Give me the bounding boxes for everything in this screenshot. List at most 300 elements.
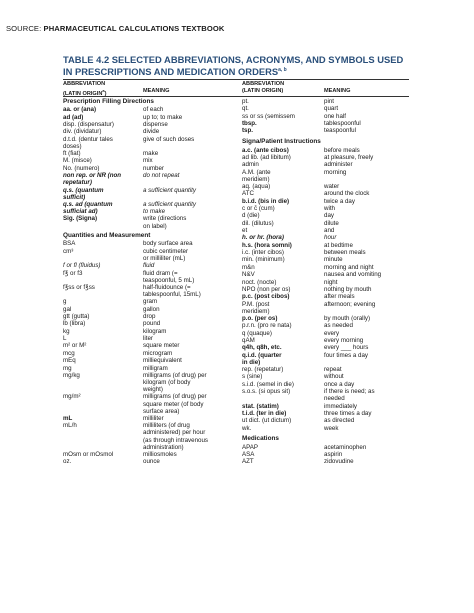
abbreviation-text: rep. (repetatur) [242, 366, 284, 374]
abbreviation-cell [242, 279, 276, 286]
meaning-text: up to; to make [143, 113, 183, 121]
abbreviation-cell [63, 150, 81, 157]
abbreviation-cell [63, 422, 77, 429]
meaning-cell [143, 298, 157, 305]
abbreviation-cell [63, 165, 99, 172]
abbreviation-text: L [63, 335, 67, 343]
meaning-text: number [143, 164, 164, 172]
abbreviation-cell [63, 365, 72, 372]
meaning-cell [324, 315, 370, 322]
section-title: Prescription Filling Directions [63, 98, 154, 105]
meaning-text: water [324, 182, 340, 190]
meaning-text: afternoon; evening [324, 300, 376, 308]
abbreviation-text: m² or M² [63, 342, 87, 350]
abbreviation-cell [242, 183, 270, 190]
abbreviation-cell [242, 315, 277, 322]
abbreviation-text: oz. [63, 457, 72, 465]
abbreviation-cell [63, 201, 113, 215]
abbreviation-text: p.o. (per os) [242, 314, 278, 322]
abbreviation-cell [242, 205, 275, 212]
abbreviation-text: h. or hr. (hora) [242, 234, 284, 242]
meaning-text: as needed [324, 322, 353, 330]
meaning-cell [324, 293, 355, 300]
meaning-cell [324, 388, 375, 402]
meaning-cell [324, 234, 336, 241]
meaning-text: write (directions [143, 215, 187, 223]
meaning-text: milligrams (of drug) per [143, 371, 207, 379]
source-text: PHARMACEUTICAL CALCULATIONS TEXTBOOK [43, 24, 225, 33]
meaning-cell [324, 458, 354, 465]
meaning-text: teaspoonful [324, 127, 356, 135]
abbreviation-text: s.i.d. (semel in die) [242, 380, 294, 388]
abbreviation-cell [63, 328, 70, 335]
abbreviation-text: g [63, 298, 67, 306]
meaning-cell [143, 393, 207, 415]
abbreviation-cell [63, 306, 71, 313]
meaning-text: as directed [324, 417, 355, 425]
abbreviation-cell [63, 284, 95, 291]
abbreviation-text: No. (numero) [63, 164, 100, 172]
header-rule [63, 96, 409, 97]
meaning-cell [324, 220, 339, 227]
table-title [63, 54, 413, 77]
abbreviation-cell [242, 403, 279, 410]
source-prefix: SOURCE: [6, 24, 42, 33]
table-title-sup: a, b [278, 67, 287, 73]
meaning-text: kilogram (of body [143, 379, 191, 387]
meaning-text: of each [143, 106, 164, 114]
meaning-cell [143, 451, 177, 458]
meaning-text: on label) [143, 222, 167, 230]
meaning-text: gram [143, 298, 158, 306]
abbreviation-cell [63, 248, 73, 255]
abbreviation-text: mg [63, 364, 72, 372]
meaning-cell [324, 344, 368, 351]
meaning-cell [324, 183, 339, 190]
abbreviation-cell [242, 242, 292, 249]
abbreviation-text: qt. [242, 105, 249, 113]
abbreviation-cell [242, 301, 270, 315]
meaning-cell [143, 342, 179, 349]
meaning-text: milliliters (of drug [143, 422, 190, 430]
meaning-cell [324, 198, 355, 205]
meaning-cell [324, 410, 371, 417]
abbreviation-text: aq. (aqua) [242, 182, 271, 190]
abbreviation-cell [242, 161, 259, 168]
meaning-text: before meals [324, 146, 360, 154]
meaning-text: weight) [143, 386, 163, 394]
meaning-cell [143, 350, 172, 357]
abbreviation-cell [242, 256, 285, 263]
meaning-text: fluid [143, 262, 155, 270]
meaning-cell [143, 270, 194, 284]
abbreviation-cell [63, 270, 82, 277]
source-line [6, 24, 224, 33]
meaning-cell [143, 215, 186, 229]
meaning-text: drop [143, 313, 156, 321]
abbreviation-text: cm³ [63, 247, 74, 255]
meaning-cell [324, 256, 343, 263]
abbreviation-cell [242, 264, 255, 271]
abbreviation-text: b.i.d. (bis in die) [242, 197, 290, 205]
abbreviation-text: BSA [63, 240, 76, 248]
abbreviation-text: mL/h [63, 422, 77, 430]
meaning-text: day [324, 212, 334, 220]
meaning-text: fluid dram (= [143, 269, 178, 277]
meaning-text: at pleasure, freely [324, 153, 374, 161]
abbreviation-cell [63, 298, 66, 305]
meaning-text: gallon [143, 305, 160, 313]
abbreviation-cell [242, 352, 282, 366]
abbreviation-text: tsp. [242, 127, 254, 135]
abbreviation-cell [63, 172, 121, 186]
table-title-line1: TABLE 4.2 SELECTED ABBREVIATIONS, ACRONYMS, AND SYMBOLS USED [63, 54, 404, 65]
meaning-cell [324, 127, 356, 134]
meaning-cell [143, 335, 153, 342]
abbreviation-cell [242, 154, 291, 161]
meaning-text: administer [324, 161, 353, 169]
meaning-cell [324, 301, 375, 308]
header-abbrev-left-text: ABBREVIATION [63, 81, 106, 87]
abbreviation-cell [63, 128, 101, 135]
abbreviation-cell [242, 249, 284, 256]
abbreviation-text: p.c. (post cibos) [242, 293, 290, 301]
abbreviation-cell [63, 320, 85, 327]
meaning-text: week [324, 424, 339, 432]
abbreviation-text: q.s. ad (quantum [63, 200, 113, 208]
abbreviation-text: gal [63, 305, 72, 313]
abbreviation-cell [242, 98, 249, 105]
header-origin-sup: a [102, 87, 105, 93]
meaning-text: dispense [143, 120, 168, 128]
meaning-text: with [324, 205, 336, 212]
abbreviation-text: ut dict. (ut dictum) [242, 417, 292, 425]
meaning-text: ounce [143, 457, 160, 465]
meaning-text: one half [324, 112, 347, 120]
abbreviation-text: mg/kg [63, 371, 80, 379]
meaning-cell [324, 190, 369, 197]
section-title: Signa/Patient Instructions [242, 138, 321, 146]
abbreviation-cell [63, 106, 96, 113]
meaning-cell [143, 201, 196, 215]
abbreviation-text: ft (fiat) [63, 150, 81, 158]
meaning-text: and [324, 227, 335, 235]
meaning-cell [324, 381, 354, 388]
abbreviation-cell [242, 381, 294, 388]
meaning-cell [324, 286, 371, 293]
abbreviation-text: P.M. (post [242, 300, 270, 308]
abbreviation-cell [242, 271, 255, 278]
abbreviation-cell [63, 372, 80, 379]
abbreviation-cell [63, 114, 83, 121]
meaning-cell [324, 147, 360, 154]
abbreviation-text: a.c. (ante cibos) [242, 146, 289, 154]
meaning-cell [324, 242, 353, 249]
abbreviation-text: s (sine) [242, 373, 263, 381]
meaning-text: tablespoonful [324, 120, 361, 128]
header-meaning-right: MEANING [324, 88, 351, 94]
abbreviation-text: kg [63, 327, 70, 335]
meaning-text: immediately [324, 402, 358, 410]
abbreviation-text: s.o.s. (si opus sit) [242, 388, 291, 396]
meaning-text: every ___ hours [324, 344, 369, 352]
meaning-cell [143, 415, 164, 422]
abbreviation-text: meridiem) [242, 307, 270, 315]
meaning-text: needed [324, 395, 345, 403]
abbreviation-cell [63, 313, 89, 320]
meaning-text: between meals [324, 249, 366, 257]
abbreviation-text: mL [63, 414, 73, 422]
abbreviation-cell [63, 357, 76, 364]
abbreviation-cell [63, 215, 97, 222]
meaning-text: milliequivalent [143, 357, 182, 365]
meaning-cell [324, 154, 373, 161]
meaning-text: square meter [143, 342, 180, 350]
meaning-text: milligrams (of drug) per [143, 393, 207, 401]
meaning-text: give of such doses [143, 135, 195, 143]
abbreviation-text: wk. [242, 424, 252, 432]
header-abbrev-left: ABBREVIATION (LATIN ORIGIN$^a$) [63, 81, 107, 97]
meaning-text: microgram [143, 349, 173, 357]
abbreviation-text: ss or ss (semissem [242, 112, 295, 120]
abbreviation-cell [242, 120, 257, 127]
meaning-text: or milliliter (mL) [143, 255, 186, 262]
abbreviation-text: div. (dividatur) [63, 128, 102, 136]
meaning-text: morning [324, 168, 347, 176]
meaning-text: milliliter [143, 414, 164, 422]
meaning-text: milligram [143, 364, 168, 372]
meaning-text: quart [324, 105, 339, 113]
meaning-cell [324, 105, 338, 112]
abbreviation-cell [63, 451, 113, 458]
abbreviation-text: M. (misce) [63, 157, 92, 165]
abbreviation-cell [242, 451, 254, 458]
abbreviation-cell [63, 187, 104, 201]
table-title-line2: IN PRESCRIPTIONS AND MEDICATION ORDERS [63, 66, 279, 78]
abbreviation-text: d.t.d. (dentur tales [63, 135, 113, 143]
abbreviation-cell [242, 169, 271, 183]
header-meaning-left: MEANING [143, 88, 170, 94]
meaning-cell [324, 425, 338, 432]
abbreviation-cell [63, 136, 113, 150]
abbreviation-text: dil. (dilutus) [242, 219, 274, 227]
meaning-cell [143, 187, 196, 194]
meaning-text: by mouth (orally) [324, 314, 371, 322]
meaning-text: make [143, 150, 159, 158]
abbreviation-cell [63, 335, 66, 342]
abbreviation-text: in die) [242, 358, 261, 366]
meaning-text: dilute [324, 219, 339, 227]
header-origin-left: (LATIN ORIGIN [63, 90, 103, 97]
meaning-cell [324, 403, 357, 410]
meaning-text: once a day [324, 380, 355, 388]
meaning-text: without [324, 373, 344, 381]
meaning-text: twice a day [324, 197, 355, 205]
meaning-text: repeat [324, 366, 342, 374]
abbreviation-cell [242, 337, 255, 344]
abbreviation-text: mEq [63, 357, 76, 365]
abbreviation-text: min. (minimum) [242, 256, 285, 264]
abbreviation-text: h.s. (hora somni) [242, 241, 292, 249]
abbreviation-cell [63, 415, 72, 422]
abbreviation-text: p.r.n. (pro re nata) [242, 322, 292, 330]
meaning-cell [324, 205, 335, 212]
meaning-text: pound [143, 320, 161, 328]
meaning-cell [143, 172, 179, 179]
abbreviation-text: qAM [242, 337, 255, 344]
header-abbrev-right-text: ABBREVIATION [242, 81, 285, 87]
abbreviation-cell [242, 322, 292, 329]
meaning-text: minute [324, 256, 343, 264]
abbreviation-text: q.i.d. (quarter [242, 351, 282, 359]
abbreviation-text: mOsm or mOsmol [63, 450, 114, 458]
meaning-text: pint [324, 98, 334, 105]
meaning-cell [143, 165, 164, 172]
abbreviation-text: doses) [63, 142, 82, 150]
abbreviation-text: pt. [242, 98, 249, 105]
meaning-text: a sufficient quantity [143, 186, 196, 194]
abbreviation-text: i.c. (inter cibos) [242, 249, 284, 257]
abbreviation-text: stat. (statim) [242, 402, 279, 410]
abbreviation-text: APAP [242, 443, 259, 451]
abbreviation-cell [242, 234, 284, 241]
abbreviation-cell [242, 344, 282, 351]
meaning-cell [324, 451, 342, 458]
meaning-cell [143, 320, 160, 327]
meaning-text: liter [143, 335, 153, 343]
meaning-cell [324, 322, 353, 329]
meaning-cell [324, 212, 334, 219]
meaning-text: do not repeat [143, 172, 180, 180]
meaning-text: half-fluidounce (= [143, 283, 191, 291]
abbreviation-cell [242, 373, 262, 380]
meaning-cell [324, 417, 354, 424]
meaning-cell [324, 249, 366, 256]
abbreviation-text: q.s. (quantum [63, 186, 104, 194]
meaning-text: teaspoonful, 5 mL) [143, 276, 195, 284]
meaning-cell [324, 337, 363, 344]
abbreviation-text: non rep. or NR (non [63, 172, 122, 180]
meaning-text: divide [143, 128, 160, 136]
abbreviation-text: noct. (nocte) [242, 278, 277, 286]
abbreviation-cell [242, 127, 253, 134]
meaning-cell [143, 121, 168, 128]
abbreviation-text: A.M. (ante [242, 168, 271, 176]
meaning-text: night [324, 278, 338, 286]
abbreviation-cell [242, 105, 249, 112]
meaning-text: if there is need; as [324, 388, 375, 396]
abbreviation-text: f℥ or f3 [63, 269, 83, 277]
meaning-cell [324, 169, 346, 176]
abbreviation-cell [242, 444, 258, 451]
abbreviation-text: gtt (gutta) [63, 313, 90, 321]
meaning-text: nausea and vomiting [324, 271, 382, 279]
meaning-text: aspirin [324, 451, 343, 459]
meaning-text: administration) [143, 443, 184, 451]
meaning-cell [143, 106, 163, 113]
meaning-cell [324, 227, 334, 234]
abbreviation-cell [63, 393, 81, 400]
meaning-text: after meals [324, 293, 355, 301]
meaning-cell [324, 279, 337, 286]
abbreviation-text: N&V [242, 271, 255, 279]
abbreviation-cell [242, 366, 283, 373]
abbreviation-cell [242, 417, 291, 424]
section-title: Quantities and Measurement [63, 232, 151, 240]
meaning-cell [143, 128, 159, 135]
abbreviation-cell [242, 410, 286, 417]
abbreviation-text: c or c̄ (cum) [242, 205, 275, 212]
abbreviation-text: ad (ad) [63, 113, 84, 121]
section-title: Medications [242, 435, 279, 443]
abbreviation-cell [63, 342, 86, 349]
meaning-cell [143, 422, 208, 451]
abbreviation-cell [63, 458, 71, 465]
meaning-text: at bedtime [324, 241, 353, 249]
abbreviation-text: f or fl (fluidus) [63, 262, 101, 270]
abbreviation-text: mcg [63, 349, 75, 357]
abbreviation-text: f℥ss or f℥ss [63, 283, 95, 291]
meaning-text: nothing by mouth [324, 285, 372, 293]
meaning-cell [324, 444, 366, 451]
meaning-cell [143, 240, 193, 247]
abbreviation-text: sufficit) [63, 193, 86, 201]
abbreviation-cell [63, 121, 114, 128]
meaning-cell [324, 373, 344, 380]
meaning-cell [324, 161, 353, 168]
meaning-text: zidovudine [324, 458, 354, 466]
meaning-cell [143, 150, 158, 157]
abbreviation-text: d (die) [242, 212, 260, 220]
meaning-text: mix [143, 157, 153, 165]
abbreviation-text: sufficiat ad) [63, 208, 98, 216]
meaning-cell [143, 458, 160, 465]
abbreviation-text: aa. or (ana) [63, 106, 97, 114]
abbreviation-text: admin [242, 161, 259, 169]
meaning-cell [324, 352, 368, 359]
meaning-text: a sufficient quantity [143, 200, 196, 208]
abbreviation-text: NPO (non per os) [242, 285, 291, 293]
meaning-cell [324, 98, 334, 105]
abbreviation-cell [63, 262, 100, 269]
abbreviation-cell [242, 212, 260, 219]
header-abbrev-right: ABBREVIATION (LATIN ORIGIN) [242, 81, 285, 94]
abbreviation-cell [242, 425, 251, 432]
meaning-text: acetaminophen [324, 443, 367, 451]
abbreviation-text: AZT [242, 458, 254, 466]
abbreviation-cell [242, 330, 272, 337]
abbreviation-text: q4h, q8h, etc. [242, 344, 282, 352]
abbreviation-text: ad lib. (ad libitum) [242, 153, 291, 161]
meaning-text: administered) per hour [143, 429, 206, 437]
meaning-text: surface area) [143, 407, 180, 415]
meaning-cell [143, 372, 207, 394]
meaning-text: morning and night [324, 263, 374, 271]
meaning-cell [143, 284, 201, 298]
abbreviation-cell [242, 113, 295, 120]
title-rule [63, 79, 409, 80]
abbreviation-text: q (quaque) [242, 329, 272, 337]
abbreviation-text: m&n [242, 263, 255, 271]
abbreviation-text: meridiem) [242, 175, 270, 183]
meaning-cell [324, 330, 339, 337]
abbreviation-cell [63, 157, 92, 164]
meaning-cell [143, 328, 166, 335]
abbreviation-cell [242, 458, 254, 465]
meaning-cell [324, 366, 342, 373]
meaning-text: hour [324, 234, 337, 242]
meaning-cell [143, 262, 154, 269]
